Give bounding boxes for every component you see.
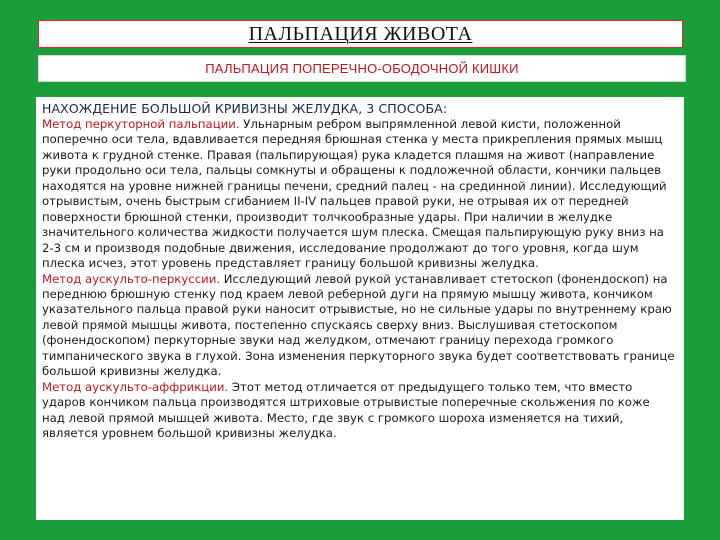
method-title: Метод перкуторной пальпации. xyxy=(42,117,240,131)
method-paragraph-auscultation-percussion xyxy=(42,272,676,380)
method-description: Ульнарным ребром выпрямленной левой кисти, положенной поперечно оси тела, вдавливается передняя брюшная стенка у места прикрепления прямых мышц живота к грудной стенке. Правая (пальпирующая) рука кладется плашмя на живот (направление руки продольно оси тела, пальцы сомкнуты и обращены к подложечной области, кончики пальцев находятся на уровне нижней границы печени, средний палец - на срединной линии). Исследующий отрывистым, очень быстрым сгибанием II-IV пальцев правой руки, не отрывая их от передней поверхности брюшной стенки, производит толчкообразные удары. При наличии в желудке значительного количества жидкости получается шум плеска. Смещая пальпирующую руку вниз на 2-3 см и производя подобные движения, исследование продолжают до того уровня, когда шум плеска исчез, этот уровень представляет границу большой кривизны желудка. xyxy=(42,117,667,271)
method-title: Метод аускульто-перкуссии. xyxy=(42,271,221,286)
method-description: Этот метод отличается от предыдущего только тем, что вместо ударов кончиком пальца производятся штриховые отрывистые поперечные скольжения по коже над левой прямой мышцей живота. Место, где звук с громкого шороха изменяется на тихий, является уровнем большой кривизны желудка. xyxy=(42,379,650,441)
method-paragraph-percussion-palpation xyxy=(42,117,676,272)
content-heading: НАХОЖДЕНИЕ БОЛЬШОЙ КРИВИЗНЫ ЖЕЛУДКА, 3 СПОСОБА: xyxy=(42,101,448,116)
content-panel xyxy=(36,97,684,520)
subtitle-banner xyxy=(38,55,686,82)
page-title: ПАЛЬПАЦИЯ ЖИВОТА xyxy=(248,22,473,45)
page-subtitle: ПАЛЬПАЦИЯ ПОПЕРЕЧНО-ОБОДОЧНОЙ КИШКИ xyxy=(205,61,519,76)
method-description: Исследующий левой рукой устанавливает стетоскоп (фонендоскоп) на переднюю брюшную стенку под краем левой реберной дуги на прямую мышцу живота, кончиком указательного пальца правой руки наносит отрывистые, но не сильные удары по внутреннему краю левой прямой мышцы живота, постепенно спускаясь сверху вниз. Выслушивая стетоскопом (фонендоскопом) перкуторные звуки над желудком, отмечают границу перехода громкого тимпанического звука в глухой. Зона изменения перкуторного звука будет соответствовать границе большой кривизны желудка. xyxy=(42,271,675,379)
method-paragraph-auscultation-affriction xyxy=(42,380,676,442)
title-banner xyxy=(38,20,683,48)
method-title: Метод аускульто-аффрикции. xyxy=(42,379,229,394)
